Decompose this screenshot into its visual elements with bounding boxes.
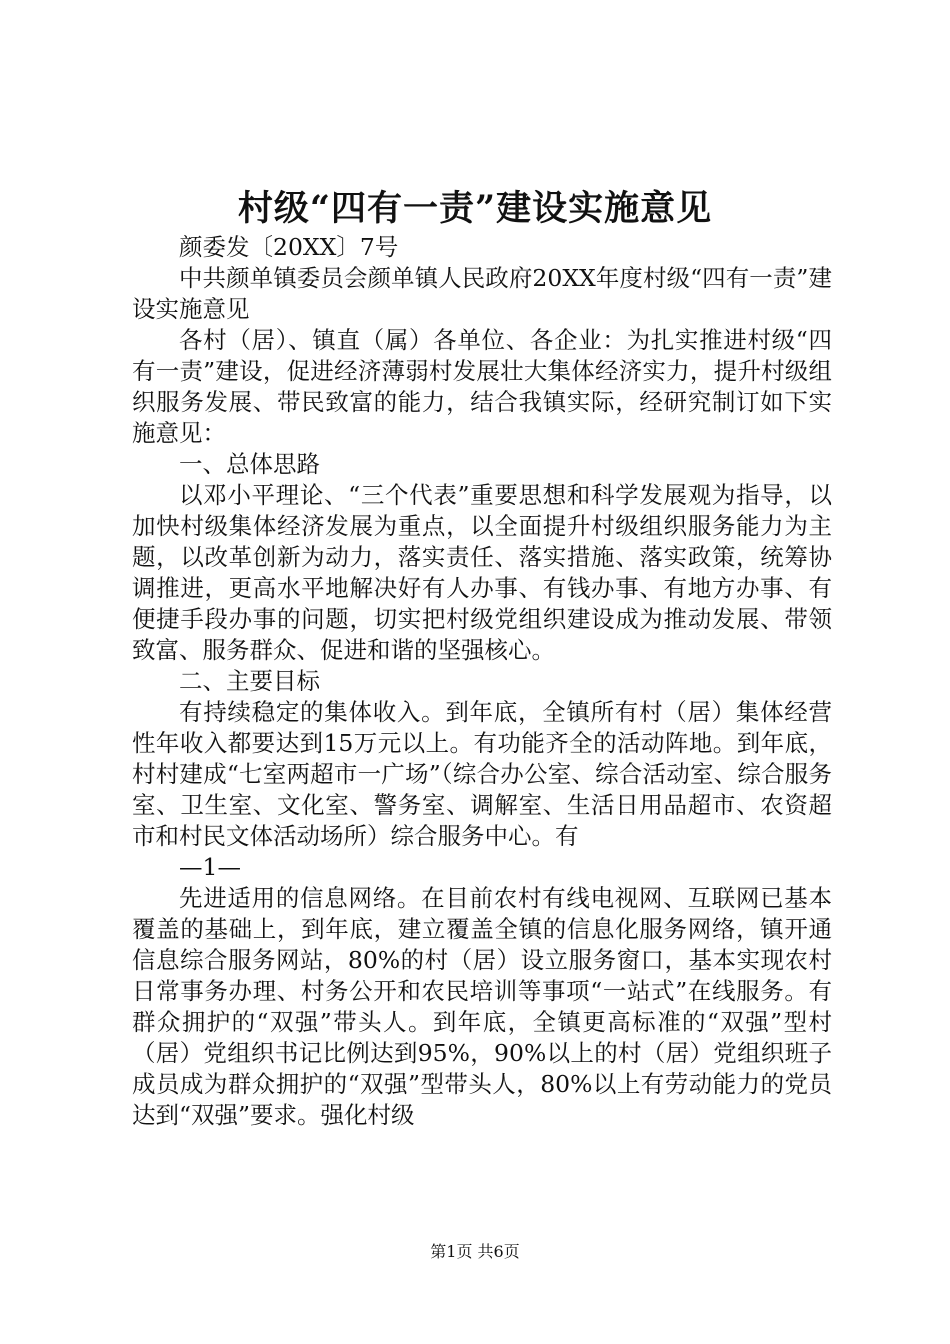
paragraph: 各村（居）、镇直（属）各单位、各企业：为扎实推进村级“四有一责”建设，促进经济薄弱村发展壮大集体经济实力，提升村级组织服务发展、带民致富的能力，结合我镇实际，经研究制订如下实施意见： <box>132 326 832 447</box>
paragraph: 以邓小平理论、“三个代表”重要思想和科学发展观为指导，以加快村级集体经济发展为重点，以全面提升村级组织服务能力为主题，以改革创新为动力，落实责任、落实措施、落实政策，统筹协调推进，更高水平地解决好有人办事、有钱办事、有地方办事、有便捷手段办事的问题，切实把村级党组织建设成为推动发展、带领致富、服务群众、促进和谐的坚强核心。 <box>132 481 832 664</box>
paragraph: 先进适用的信息网络。在目前农村有线电视网、互联网已基本覆盖的基础上，到年底，建立覆盖全镇的信息化服务网络，镇开通信息综合服务网站，80%的村（居）设立服务窗口，基本实现农村日常事务办理、村务公开和农民培训等事项“一站式”在线服务。有群众拥护的“双强”带头人。到年底，全镇更高标准的“双强”型村（居）党组织书记比例达到95%，90%以上的村（居）党组织班子成员成为群众拥护的“双强”型带头人，80%以上有劳动能力的党员达到“双强”要求。强化村级 <box>132 884 832 1129</box>
document-title: 村级“四有一责”建设实施意见 <box>237 188 713 229</box>
inline-page-number: —1— <box>179 853 241 881</box>
paragraph: 有持续稳定的集体收入。到年底，全镇所有村（居）集体经营性年收入都要达到15万元以上。有功能齐全的活动阵地。到年底，村村建成“七室两超市一广场”（综合办公室、综合活动室、综合服务室、卫生室、文化室、警务室、调解室、生活日用品超市、农资超市和村民文体活动场所）综合服务中心。有 <box>132 698 832 850</box>
page-footer: 第1页 共6页 <box>430 1242 520 1261</box>
document-number: 颜委发〔20XX〕7号 <box>179 233 399 261</box>
document-body <box>132 232 832 1131</box>
section-heading: 二、主要目标 <box>179 667 320 695</box>
section-heading: 一、总体思路 <box>179 450 320 478</box>
document-heading: 中共颜单镇委员会颜单镇人民政府20XX年度村级“四有一责”建设实施意见 <box>132 264 832 323</box>
